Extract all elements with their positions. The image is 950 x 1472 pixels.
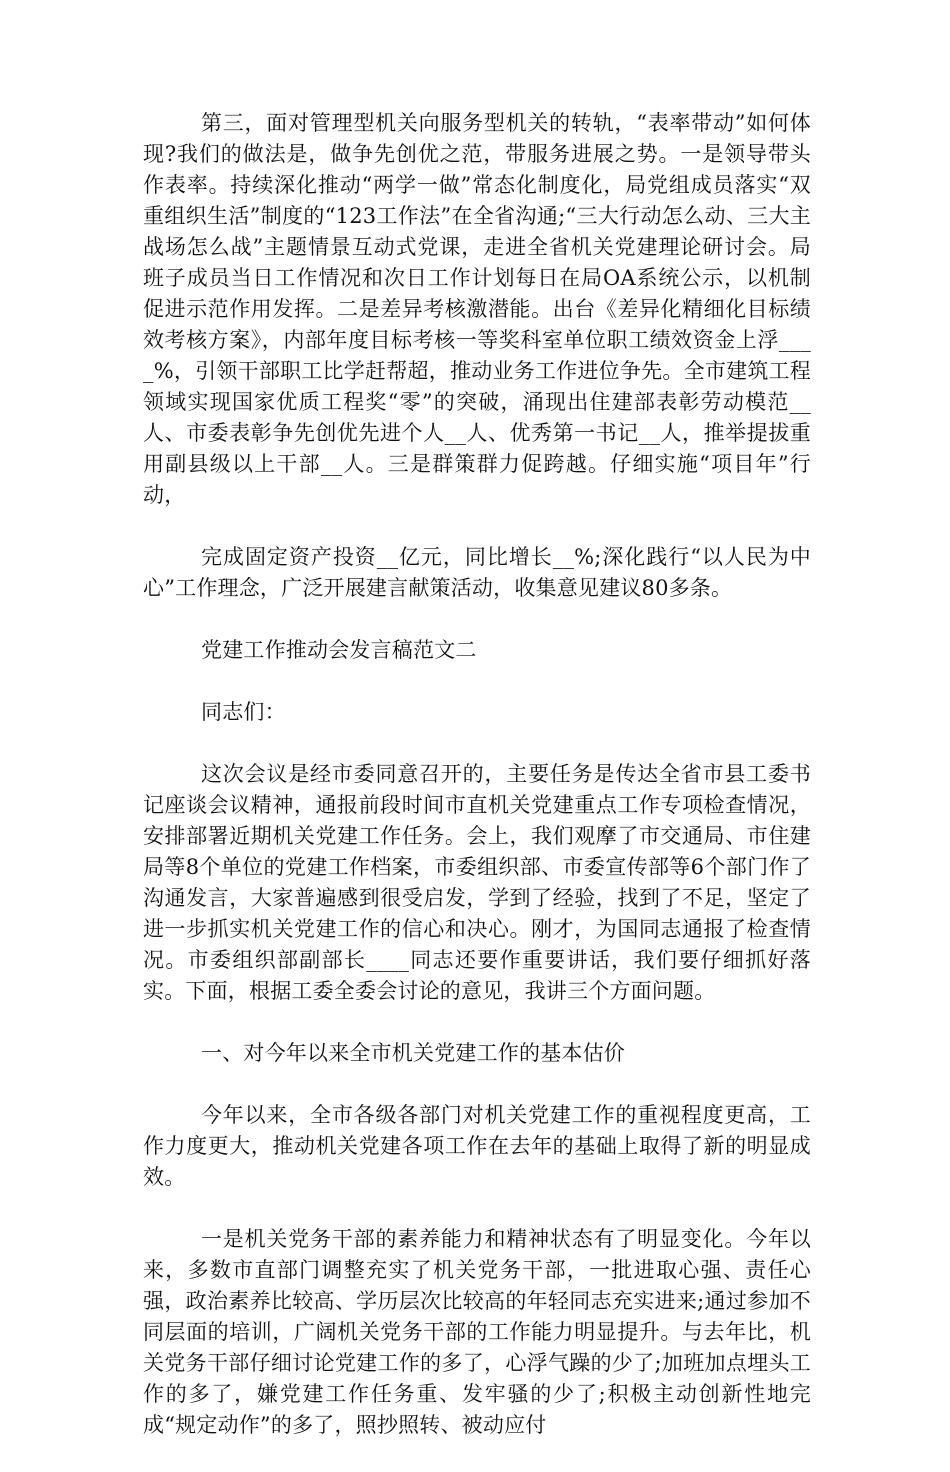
paragraph-overview: 今年以来，全市各级各部门对机关党建工作的重视程度更高，工作力度更大，推动机关党建各项工作在去年的基础上取得了新的明显成效。 [143, 1103, 811, 1189]
paragraph-meeting-intro: 这次会议是经市委同意召开的，主要任务是传达全省市县工委书记座谈会议精神，通报前段时间市直机关党建重点工作专项检查情况，安排部署近期机关党建工作任务。会上，我们观摩了市交通局、市住建局等8个单位的党建工作档案，市委组织部、市委宣传部等6个部门作了沟通发言，大家普遍感到很受启发，学到了经验，找到了不足，坚定了进一步抓实机关党建工作的信心和决心。刚才，为国同志通报了检查情况。市委组织部副部长____同志还要作重要讲话，我们要仔细抓好落实。下面，根据工委全委会讨论的意见，我讲三个方面问题。 [143, 762, 811, 1003]
paragraph-third-point: 第三，面对管理型机关向服务型机关的转轨，“表率带动”如何体现?我们的做法是，做争先创优之范，带服务进展之势。一是领导带头作表率。持续深化推动“两学一做”常态化制度化，局党组成员落实“双重组织生活”制度的“123工作法”在全省沟通;“三大行动怎么动、三大主战场怎么战”主题情景互动式党课，走进全省机关党建理论研讨会。局班子成员当日工作情况和次日工作计划每日在局OA系统公示，以机制促进示范作用发挥。二是差异考核激潜能。出台《差异化精细化目标绩效考核方案》，内部年度目标考核一等奖科室单位职工绩效资金上浮____%，引领干部职工比学赶帮超，推动业务工作进位争先。全市建筑工程领域实现国家优质工程奖“零”的突破，涌现出住建部表彰劳动模范__人、市委表彰争先创优先进个人__人、优秀第一书记__人，推举提拔重用副县级以上干部__人。三是群策群力促跨越。仔细实施“项目年”行动， [143, 111, 811, 507]
section-heading-one: 一、对今年以来全市机关党建工作的基本估价 [201, 1041, 625, 1065]
document-page [143, 108, 811, 1472]
paragraph-investment: 完成固定资产投资__亿元，同比增长__%;深化践行“以人民为中心”工作理念，广泛开展建言献策活动，收集意见建议80多条。 [143, 545, 811, 600]
salutation: 同志们： [201, 700, 286, 724]
section-title: 党建工作推动会发言稿范文二 [201, 638, 477, 662]
paragraph-first-change: 一是机关党务干部的素养能力和精神状态有了明显变化。今年以来，多数市直部门调整充实了机关党务干部，一批进取心强、责任心强，政治素养比较高、学历层次比较高的年轻同志充实进来;通过参加不同层面的培训，广阔机关党务干部的工作能力明显提升。与去年比，机关党务干部仔细讨论党建工作的多了，心浮气躁的少了;加班加点埋头工作的多了，嫌党建工作任务重、发牢骚的少了;积极主动创新性地完成“规定动作”的多了，照抄照转、被动应付 [143, 1227, 811, 1437]
